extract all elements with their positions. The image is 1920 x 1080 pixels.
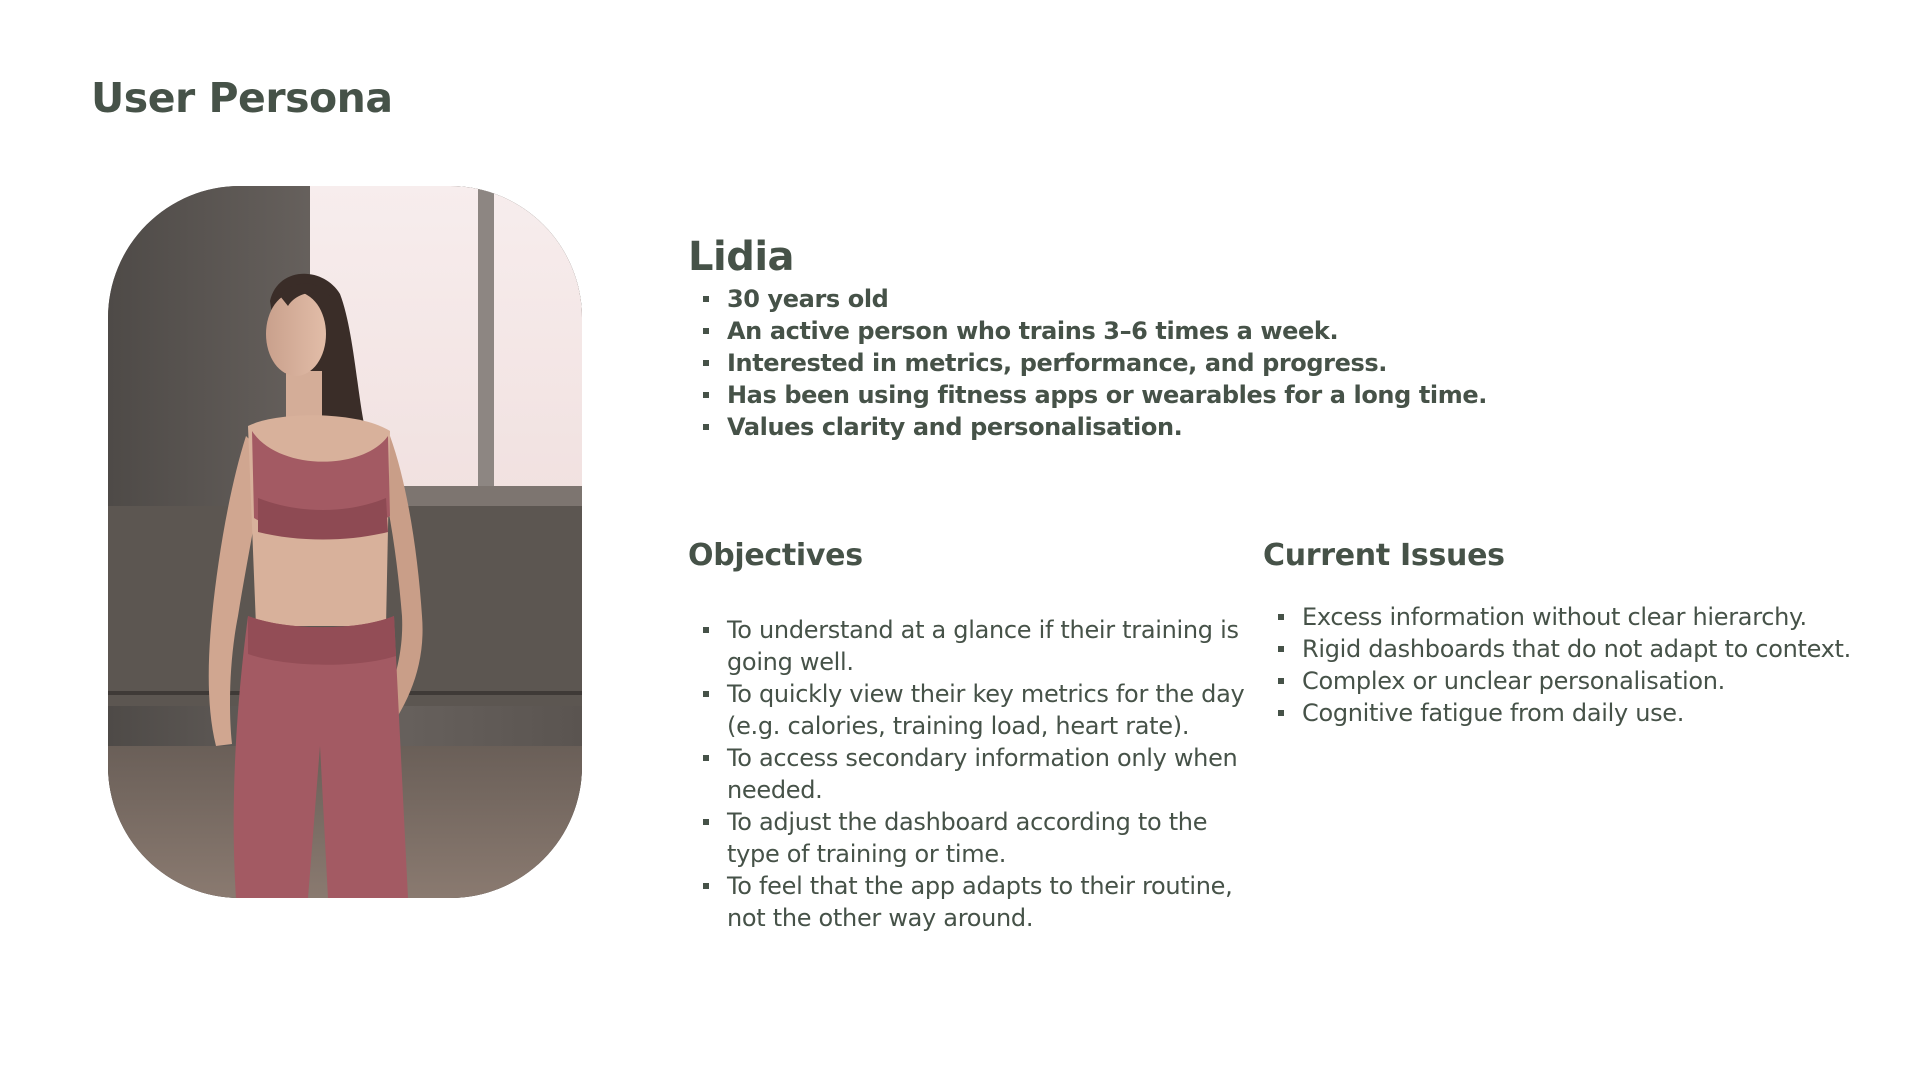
issue-item: Excess information without clear hierarchy.: [1263, 601, 1903, 633]
objective-item: To access secondary information only when needed.: [688, 742, 1248, 806]
current-issues-title: Current Issues: [1263, 538, 1505, 573]
objective-item: To quickly view their key metrics for the day (e.g. calories, training load, heart rate).: [688, 678, 1248, 742]
trait-experience: Has been using fitness apps or wearables for a long time.: [688, 379, 1487, 411]
trait-values: Values clarity and personalisation.: [688, 411, 1487, 443]
persona-traits-list: [688, 283, 1487, 443]
trait-activity: An active person who trains 3–6 times a week.: [688, 315, 1487, 347]
objective-item: To adjust the dashboard according to the type of training or time.: [688, 806, 1248, 870]
trait-age: 30 years old: [688, 283, 1487, 315]
issue-item: Cognitive fatigue from daily use.: [1263, 697, 1903, 729]
persona-name: Lidia: [688, 234, 795, 280]
persona-photo: [108, 186, 582, 898]
current-issues-list: [1263, 601, 1903, 729]
page-title: User Persona: [91, 74, 393, 122]
objectives-list: [688, 614, 1248, 934]
trait-interests: Interested in metrics, performance, and progress.: [688, 347, 1487, 379]
objectives-title: Objectives: [688, 538, 863, 573]
objective-item: To feel that the app adapts to their routine, not the other way around.: [688, 870, 1248, 934]
issue-item: Rigid dashboards that do not adapt to context.: [1263, 633, 1903, 665]
issue-item: Complex or unclear personalisation.: [1263, 665, 1903, 697]
objective-item: To understand at a glance if their training is going well.: [688, 614, 1248, 678]
